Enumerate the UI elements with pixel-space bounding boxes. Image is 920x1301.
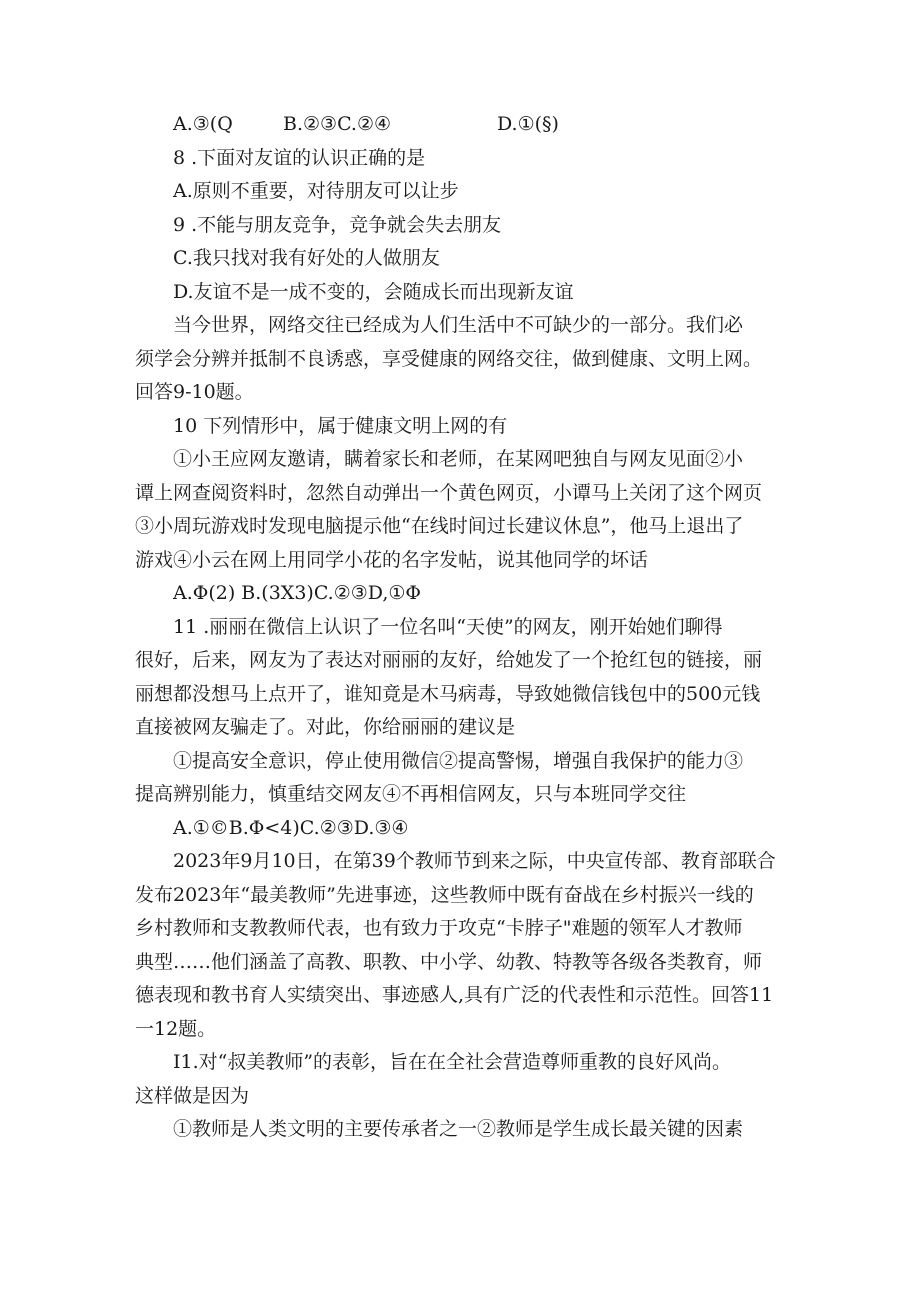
text-line: 9 .不能与朋友竞争，竞争就会失去朋友 bbox=[173, 213, 502, 236]
text-line: A.①©B.Φ<4)C.②③D.③④ bbox=[173, 816, 409, 839]
text-line: 11 .丽丽在微信上认识了一位名叫“天使”的网友，刚开始她们聊得 bbox=[173, 615, 723, 638]
options-row-7 bbox=[135, 108, 790, 142]
document-page bbox=[135, 108, 790, 1147]
text-line: 8 .下面对友谊的认识正确的是 bbox=[173, 146, 426, 169]
text-line: 乡村教师和支教教师代表，也有致力于攻克“卡脖子"难题的领军人才教师 bbox=[135, 917, 743, 939]
option-d: D.①(§) bbox=[497, 113, 559, 135]
document-body bbox=[135, 142, 790, 1147]
option-b-c: B.②③C.②④ bbox=[283, 113, 392, 135]
text-line: C.我只找对我有好处的人做朋友 bbox=[173, 247, 440, 269]
text-line: 德表现和教书育人实绩突出、事迹感人,具有广泛的代表性和示范性。回答11 bbox=[135, 984, 774, 1006]
text-line: 2023年9月10日，在第39个教师节到来之际，中央宣传部、教育部联合 bbox=[173, 850, 776, 872]
text-line: 直接被网友骗走了。对此，你给丽丽的建议是 bbox=[135, 716, 516, 738]
text-line: I1.对“叔美教师”的表彰，旨在在全社会营造尊师重教的良好风尚。 bbox=[173, 1051, 732, 1073]
text-line: A.原则不重要，对待朋友可以让步 bbox=[173, 180, 459, 202]
text-line: 丽想都没想马上点开了，谁知竟是木马病毒，导致她微信钱包中的500元钱 bbox=[135, 682, 761, 705]
text-line: D.友谊不是一成不变的，会随成长而出现新友谊 bbox=[173, 280, 574, 303]
text-line: 很好，后来，网友为了表达对丽丽的友好，给她发了一个抢红包的链接，丽 bbox=[135, 649, 763, 671]
text-line: 发布2023年“最美教师”先进事迹，这些教师中既有奋战在乡村振兴一线的 bbox=[135, 883, 754, 906]
text-line: 游戏④小云在网上用同学小花的名字发帖，说其他同学的坏话 bbox=[135, 548, 649, 571]
text-line: ①教师是人类文明的主要传承者之一②教师是学生成长最关键的因素 bbox=[173, 1118, 744, 1140]
text-line: A.Φ(2) B.(3X3)C.②③D,①Φ bbox=[173, 582, 421, 604]
text-line: ①提高安全意识，停止使用微信②提高警惕，增强自我保护的能力③ bbox=[173, 749, 744, 772]
text-line: 须学会分辨并抵制不良诱惑，享受健康的网络交往，做到健康、文明上网。 bbox=[135, 347, 763, 370]
text-line: 谭上网查阅资料时，忽然自动弹出一个黄色网页，小谭马上关闭了这个网页 bbox=[135, 481, 763, 504]
text-line: 提高辨别能力，慎重结交网友④不再相信网友，只与本班同学交往 bbox=[135, 783, 687, 805]
text-line: ③小周玩游戏时发现电脑提示他“在线时间过长建议休息”，他马上退出了 bbox=[135, 515, 744, 537]
option-a: A.③(Q bbox=[173, 113, 233, 135]
text-line: 一12题。 bbox=[135, 1017, 217, 1040]
text-line: 10 下列情形中，属于健康文明上网的有 bbox=[173, 414, 508, 437]
text-line: 当今世界，网络交往已经成为人们生活中不可缺少的一部分。我们必 bbox=[173, 314, 744, 336]
text-line: 回答9-10题。 bbox=[135, 381, 254, 403]
text-line: ①小王应网友邀请，瞒着家长和老师，在某网吧独自与网友见面②小 bbox=[173, 448, 744, 470]
text-line: 典型……他们涵盖了高教、职教、中小学、幼教、特教等各级各类教育，师 bbox=[135, 950, 763, 973]
text-line: 这样做是因为 bbox=[135, 1084, 250, 1107]
